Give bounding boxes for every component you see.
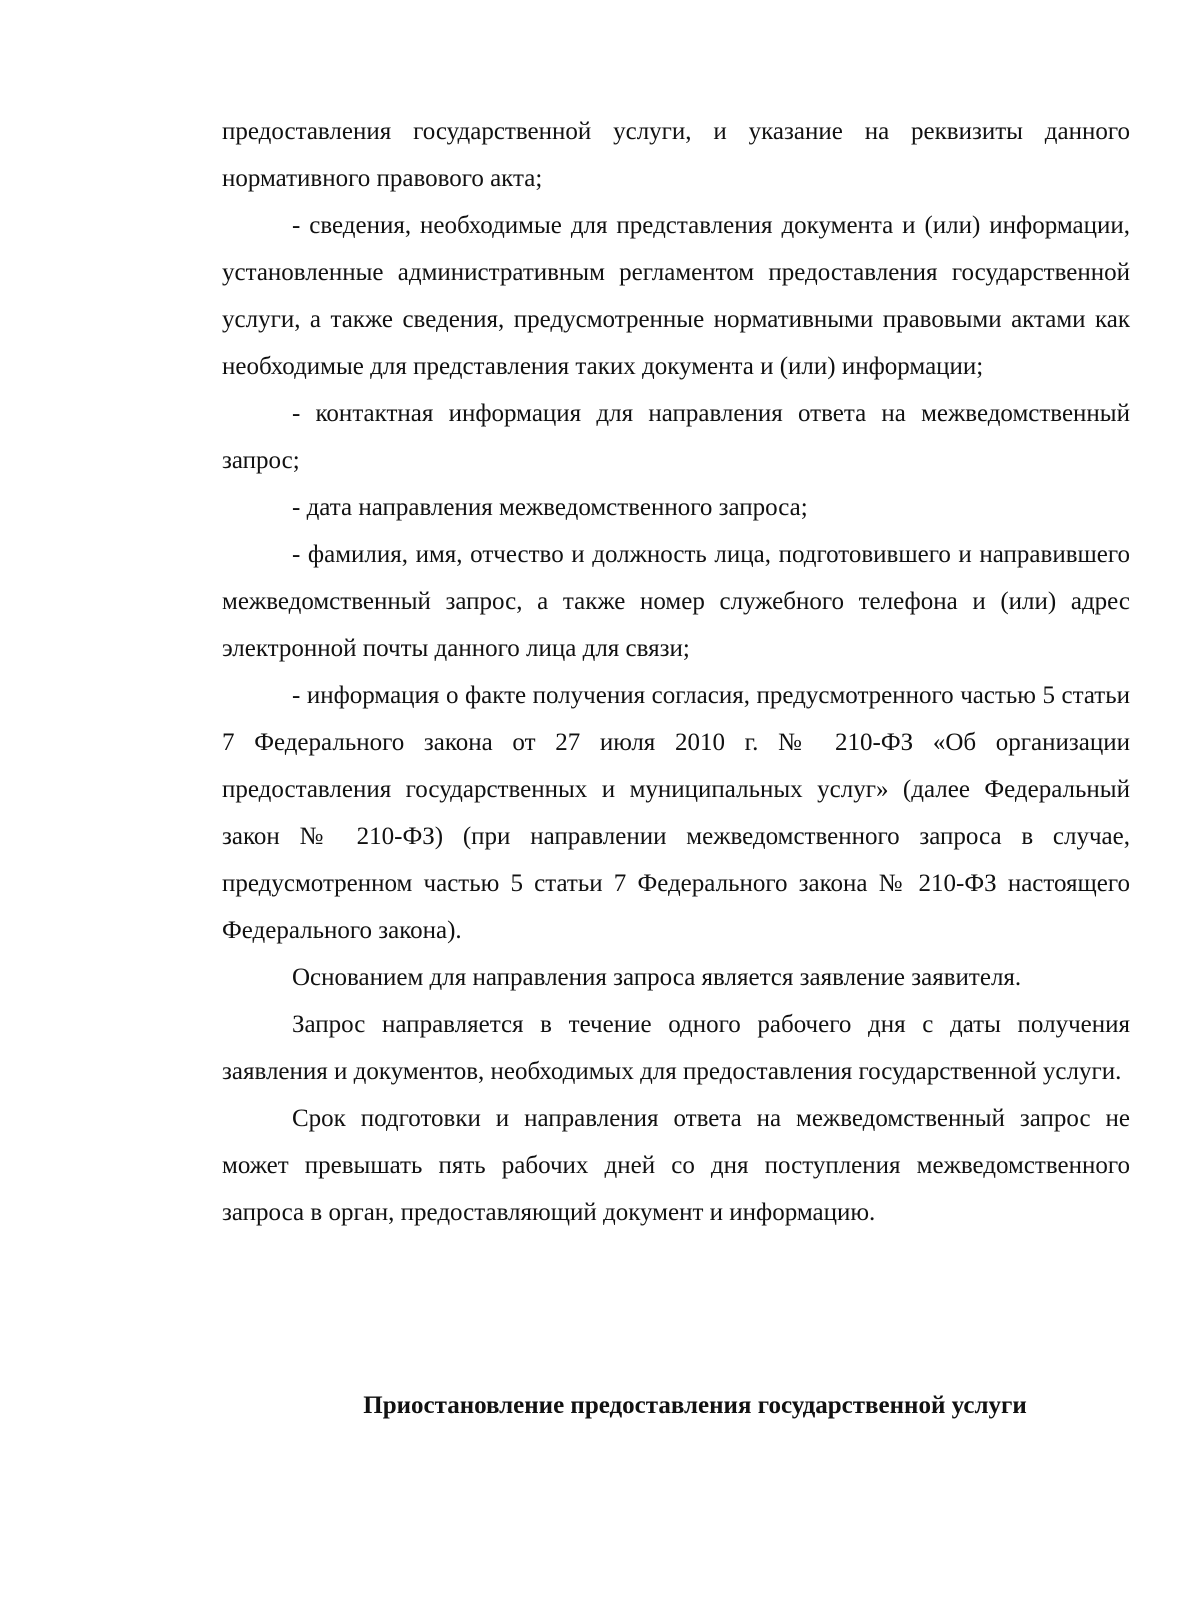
paragraph-request-timing: Запрос направляется в течение одного рабочего дня с даты получения заявления и документов, необходимых для предоставления государственной услуги.: [222, 1011, 1130, 1085]
paragraph-request-basis: Основанием для направления запроса является заявление заявителя.: [292, 964, 1022, 991]
paragraph-item-request-date: - дата направления межведомственного запроса;: [292, 494, 808, 521]
paragraph-item-person-details: - фамилия, имя, отчество и должность лица, подготовившего и направившего межведомственный запрос, а также номер служебного телефона и (или) адрес электронной почты данного лица для связи;: [222, 541, 1130, 662]
paragraph-continuation: предоставления государственной услуги, и указание на реквизиты данного нормативного правового акта;: [222, 118, 1130, 192]
paragraph-item-info-details: - сведения, необходимые для представления документа и (или) информации, установленные административным регламентом предоставления государственной услуги, а также сведения, предусмотренные нормативными правовыми актами как необходимые для представления таких документа и (или) информации;: [222, 212, 1130, 380]
document-body: [222, 108, 1130, 1236]
paragraph-response-deadline: Срок подготовки и направления ответа на межведомственный запрос не может превышать пять рабочих дней со дня поступления межведомственного запроса в орган, предоставляющий документ и информацию.: [222, 1105, 1130, 1226]
paragraph-item-consent-info: - информация о факте получения согласия, предусмотренного частью 5 статьи 7 Федерального закона от 27 июля 2010 г. № 210-ФЗ «Об организации предоставления государственных и муниципальных услуг» (далее Федеральный закон № 210-ФЗ) (при направлении межведомственного запроса в случае, предусмотренном частью 5 статьи 7 Федерального закона № 210-ФЗ настоящего Федерального закона).: [222, 682, 1130, 944]
section-heading: Приостановление предоставления государственной услуги: [363, 1392, 1027, 1419]
paragraph-item-contact-info: - контактная информация для направления ответа на межведомственный запрос;: [222, 400, 1130, 474]
